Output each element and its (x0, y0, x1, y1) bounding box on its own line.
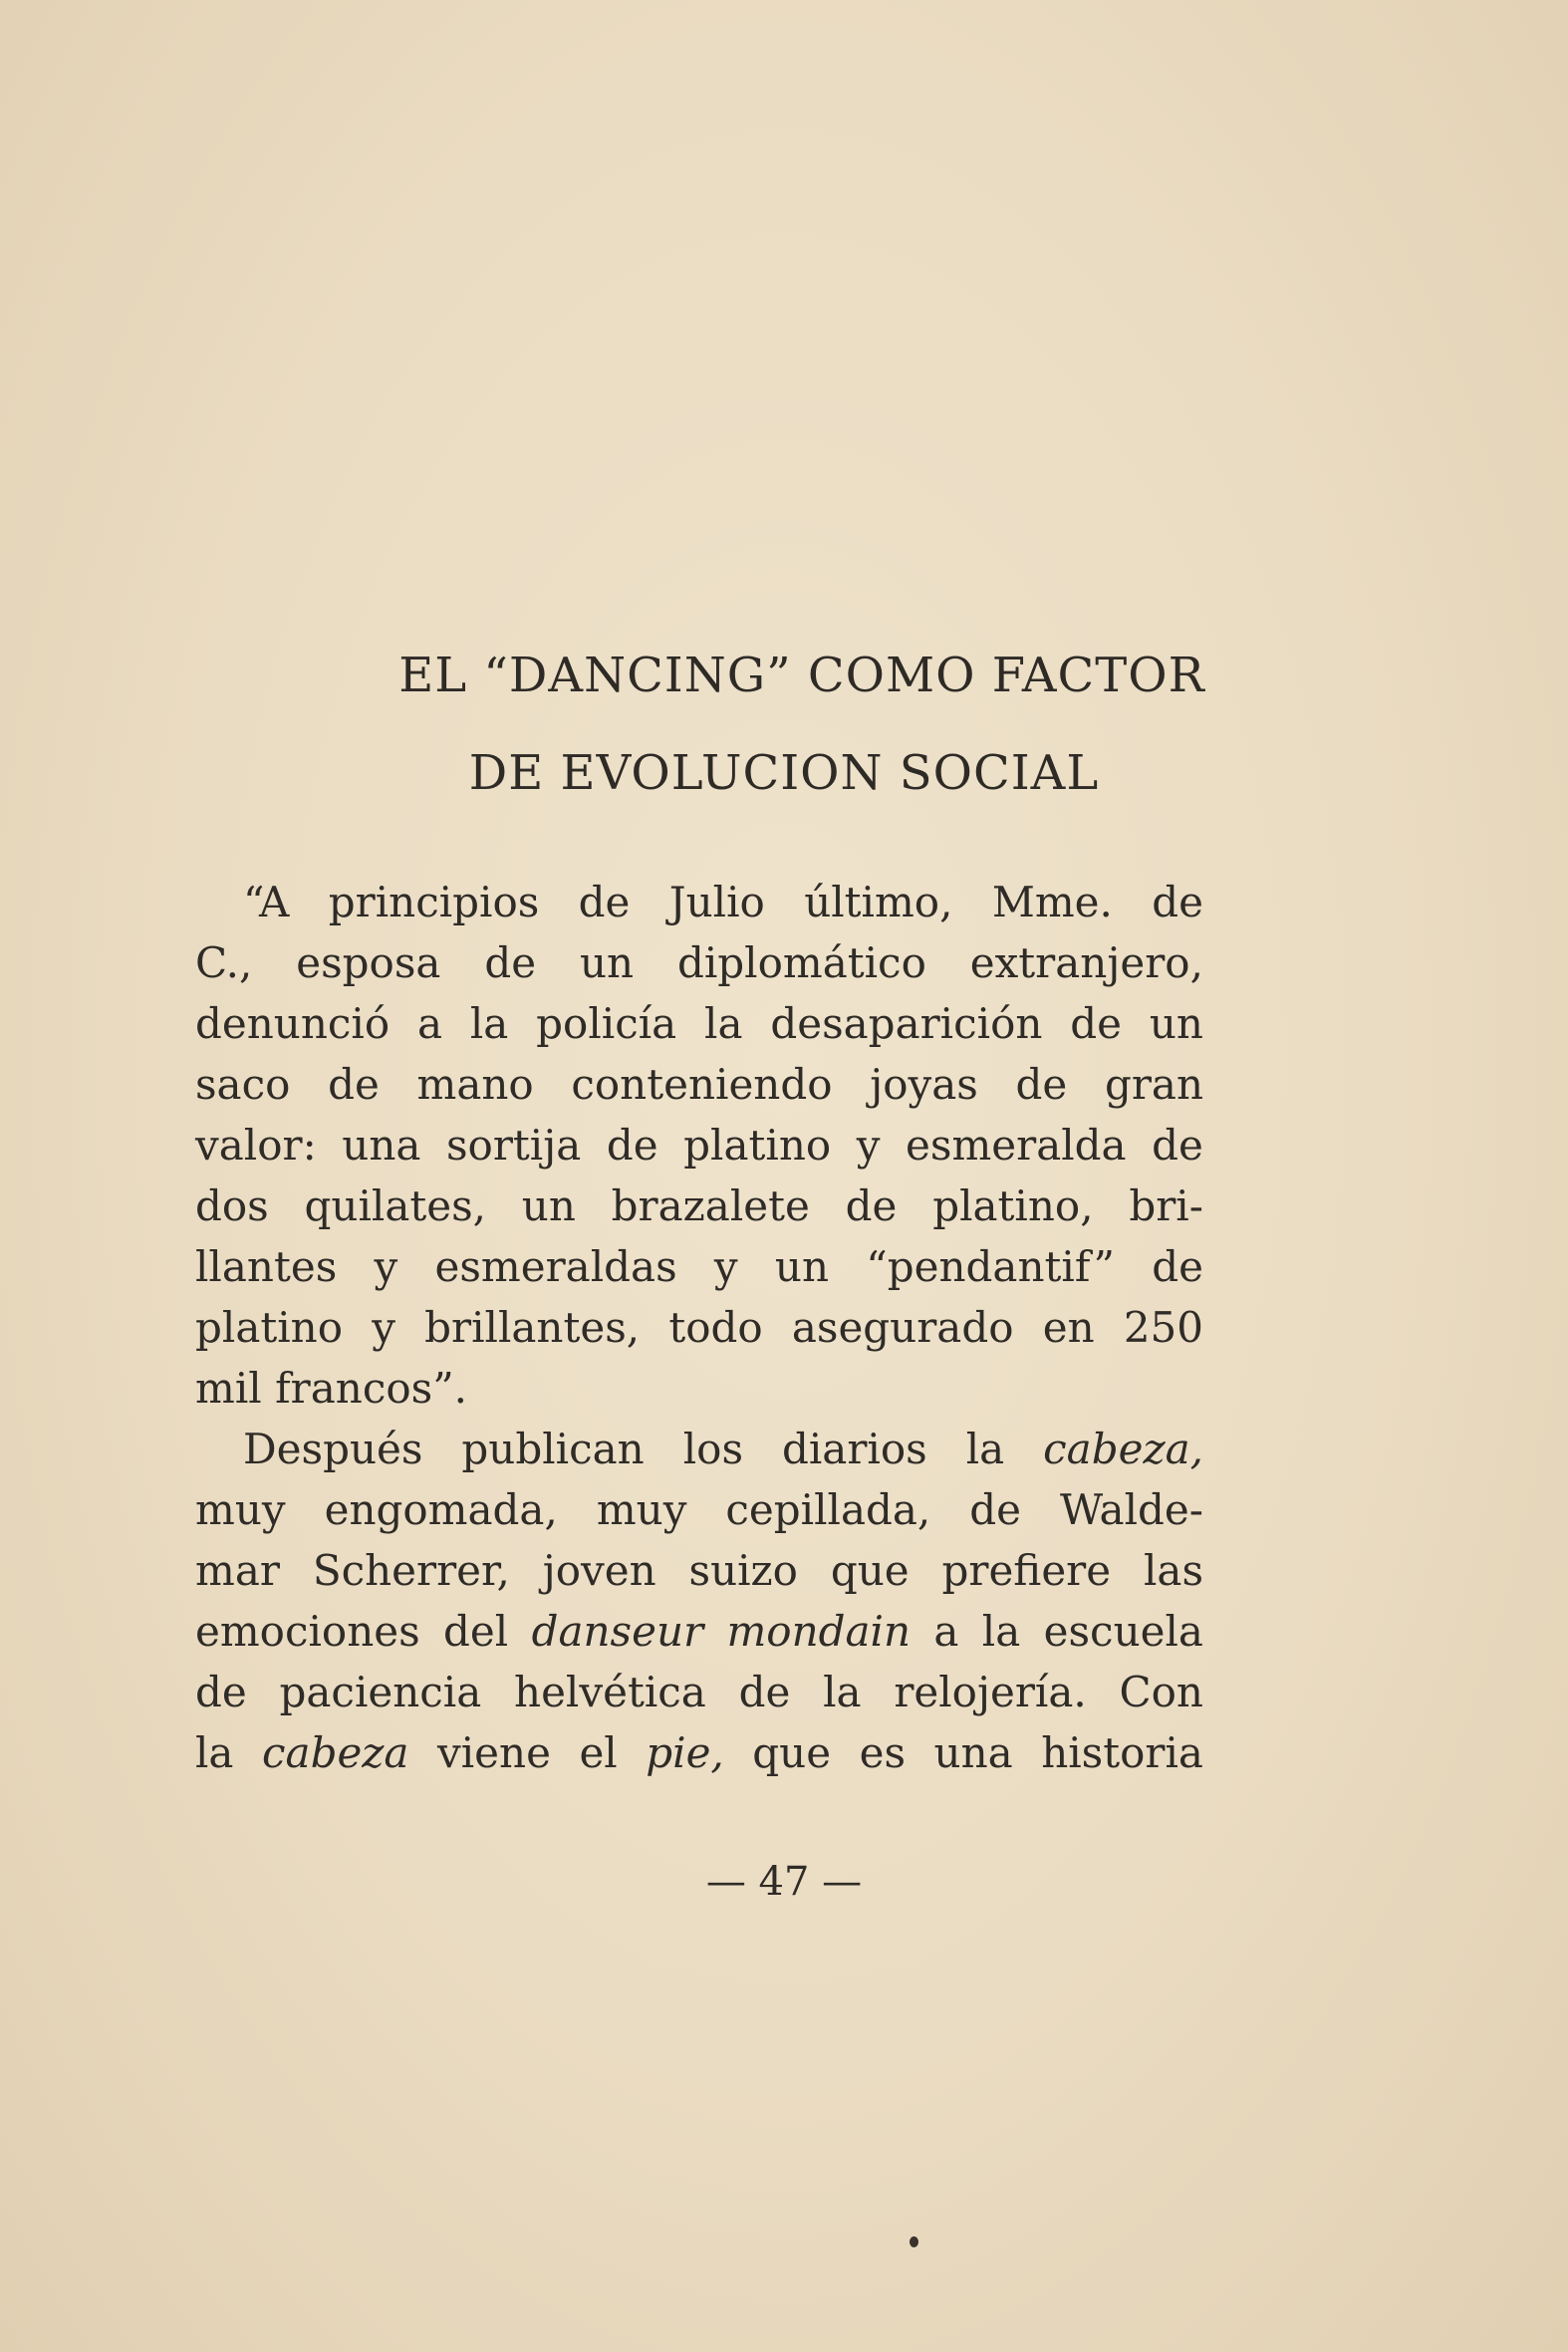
word: historia (1041, 1728, 1203, 1777)
italic-word: danseur (531, 1607, 704, 1656)
word: Después (243, 1425, 423, 1473)
word: cepillada, (725, 1485, 931, 1534)
word: valor: (195, 1121, 317, 1170)
chapter-title-line-2: DE EVOLUCION SOCIAL (468, 745, 1100, 801)
word: denunció (195, 999, 391, 1048)
word: mano (416, 1060, 534, 1109)
word: prefiere (941, 1546, 1112, 1595)
word: extranjero, (969, 938, 1203, 987)
word: suizo (688, 1546, 798, 1595)
word: un (774, 1242, 830, 1291)
italic-word: pie, (646, 1728, 724, 1777)
word: joyas (870, 1060, 978, 1109)
page-number: — 47 — (705, 1859, 863, 1905)
word: gran (1104, 1060, 1203, 1109)
word: que (752, 1728, 832, 1777)
word: de (328, 1060, 380, 1109)
word: la (704, 999, 743, 1048)
text-line (195, 1054, 1203, 1115)
word: a (416, 999, 443, 1048)
word: de (1015, 1060, 1068, 1109)
word: del (443, 1607, 509, 1656)
word: brillantes, (424, 1303, 641, 1352)
word: un (579, 938, 635, 987)
text-line (195, 1662, 1203, 1722)
word: que (830, 1546, 910, 1595)
word: la (981, 1607, 1021, 1656)
word: “A (243, 878, 290, 926)
word: relojería. (894, 1668, 1087, 1716)
word: brazalete (611, 1181, 810, 1230)
word: en (1042, 1303, 1095, 1352)
word: policía (536, 999, 677, 1048)
word: esmeraldas (434, 1242, 677, 1291)
text-line (195, 1601, 1203, 1662)
word: muy (596, 1485, 687, 1534)
word: “pendantif” (866, 1242, 1115, 1291)
word: escuela (1043, 1607, 1203, 1656)
word: helvética (514, 1668, 706, 1716)
text-line (195, 1540, 1203, 1601)
word: platino, (932, 1181, 1094, 1230)
text-line (195, 1115, 1203, 1176)
word: un (521, 1181, 576, 1230)
text-line (195, 993, 1203, 1054)
word: Scherrer, (312, 1546, 510, 1595)
word: platino (195, 1303, 344, 1352)
italic-word: mondain (726, 1607, 912, 1656)
word: y (856, 1121, 881, 1170)
word: francos”. (275, 1364, 468, 1413)
word: dos (195, 1181, 269, 1230)
word: quilates, (304, 1181, 486, 1230)
text-line (195, 1479, 1203, 1540)
word: las (1143, 1546, 1203, 1595)
word: de (1152, 878, 1203, 926)
word: saco (195, 1060, 291, 1109)
word: la (823, 1668, 862, 1716)
word: a (933, 1607, 959, 1656)
word: esmeralda (906, 1121, 1127, 1170)
word: de (1070, 999, 1122, 1048)
word: de (1152, 1242, 1203, 1291)
word: principios (328, 878, 540, 926)
word: los (682, 1425, 743, 1473)
word: 250 (1123, 1303, 1203, 1352)
word: asegurado (791, 1303, 1014, 1352)
word: platino (683, 1121, 832, 1170)
word: desaparición (770, 999, 1043, 1048)
word: Con (1119, 1668, 1203, 1716)
word: esposa (296, 938, 441, 987)
word: una (342, 1121, 421, 1170)
word: último, (804, 878, 953, 926)
italic-word: cabeza (262, 1728, 409, 1777)
italic-word: cabeza, (1043, 1425, 1203, 1473)
word: mar (195, 1546, 280, 1595)
word: de (845, 1181, 898, 1230)
word: conteniendo (571, 1060, 833, 1109)
word: publican (461, 1425, 645, 1473)
word: y (374, 1242, 398, 1291)
word: diarios (781, 1425, 927, 1473)
ink-speck (910, 2236, 918, 2247)
word: C., (195, 938, 253, 987)
word: diplomático (676, 938, 926, 987)
text-line (195, 932, 1203, 993)
word: el (579, 1728, 618, 1777)
text-line (195, 1358, 1203, 1419)
word: de (484, 938, 537, 987)
word: de (738, 1668, 791, 1716)
word: de (1152, 1121, 1203, 1170)
word: Julio (668, 878, 765, 926)
word: todo (668, 1303, 763, 1352)
word: sortija (445, 1121, 582, 1170)
word: mil (195, 1364, 262, 1413)
word: llantes (195, 1242, 338, 1291)
word: un (1149, 999, 1203, 1048)
word: y (713, 1242, 738, 1291)
text-line (195, 1176, 1203, 1236)
word: de (578, 878, 631, 926)
word: de (195, 1668, 247, 1716)
word: engomada, (324, 1485, 558, 1534)
word: bri- (1129, 1181, 1203, 1230)
text-line (195, 1722, 1203, 1783)
word: de (606, 1121, 658, 1170)
text-line (243, 1419, 1203, 1479)
word: viene (437, 1728, 551, 1777)
text-line (195, 1297, 1203, 1358)
word: de (969, 1485, 1022, 1534)
word: la (965, 1425, 1005, 1473)
word: una (933, 1728, 1013, 1777)
text-line (243, 872, 1203, 932)
word: Mme. (991, 878, 1113, 926)
word: muy (195, 1485, 286, 1534)
word: joven (542, 1546, 656, 1595)
text-line (195, 1236, 1203, 1297)
word: emociones (195, 1607, 420, 1656)
chapter-title-line-1: EL “DANCING” COMO FACTOR (398, 648, 1205, 703)
word: la (469, 999, 509, 1048)
word: paciencia (279, 1668, 482, 1716)
word: es (859, 1728, 907, 1777)
word: Walde- (1060, 1485, 1203, 1534)
word: y (372, 1303, 395, 1352)
word: la (195, 1728, 234, 1777)
